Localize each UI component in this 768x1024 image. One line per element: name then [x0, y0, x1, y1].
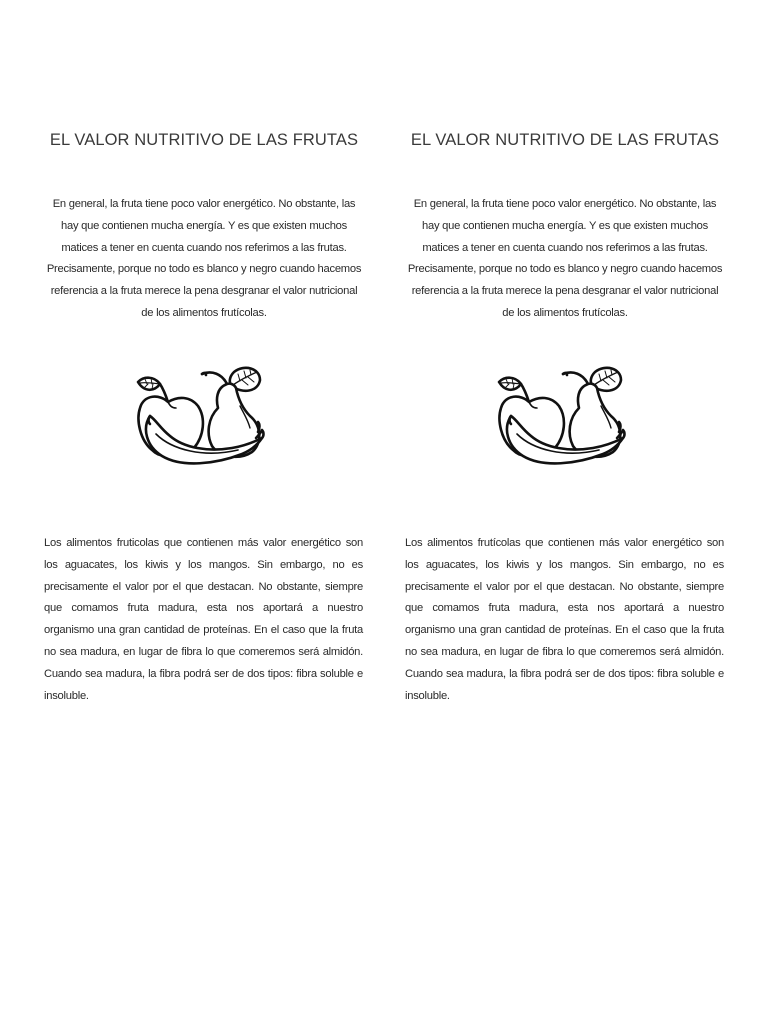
column-title: EL VALOR NUTRITIVO DE LAS FRUTAS [410, 131, 720, 149]
body-paragraph: Los alimentos frutícolas que contienen más valor energético son los aguacates, los kiwis y los mangos. Sin embargo, no es precisamente el valor por el que destacan. No obstante, siempre que comamos fruta madura, esta nos aportará a nuestro organismo una gran cantidad de proteínas. En el caso que la fruta no sea madura, en lugar de fibra lo que comeremos será almidón. Cuando sea madura, la fibra podrá ser de dos tipos: fibra soluble e insoluble. [405, 537, 724, 702]
body-paragraph: Los alimentos fruticolas que contienen más valor energético son los aguacates, los kiwis y los mangos. Sin embargo, no es precisamente el valor por el que destacan. No obstante, siempre que comamos fruta madura, esta nos aportará a nuestro organismo una gran cantidad de proteínas. En el caso que la fruta no sea madura, en lugar de fibra lo que comeremos será almidón. Cuando sea madura, la fibra podrá ser de dos tipos: fibra soluble e insoluble. [44, 537, 363, 702]
fruit-illustration-icon [132, 362, 272, 472]
intro-paragraph: En general, la fruta tiene poco valor energético. No obstante, las hay que contienen mucha energía. Y es que existen muchos matices a tener en cuenta cuando nos referimos a las frutas. Precisamente, porque no todo es blanco y negro cuando hacemos referencia a la fruta merece la pena desgranar el valor nutricional de los alimentos frutícolas. [46, 198, 362, 319]
intro-paragraph: En general, la fruta tiene poco valor energético. No obstante, las hay que contienen mucha energía. Y es que existen muchos matices a tener en cuenta cuando nos referimos a las frutas. Precisamente, porque no todo es blanco y negro cuando hacemos referencia a la fruta merece la pena desgranar el valor nutricional de los alimentos frutícolas. [407, 198, 723, 319]
column-title: EL VALOR NUTRITIVO DE LAS FRUTAS [49, 131, 359, 149]
fruit-illustration-icon [493, 362, 633, 472]
